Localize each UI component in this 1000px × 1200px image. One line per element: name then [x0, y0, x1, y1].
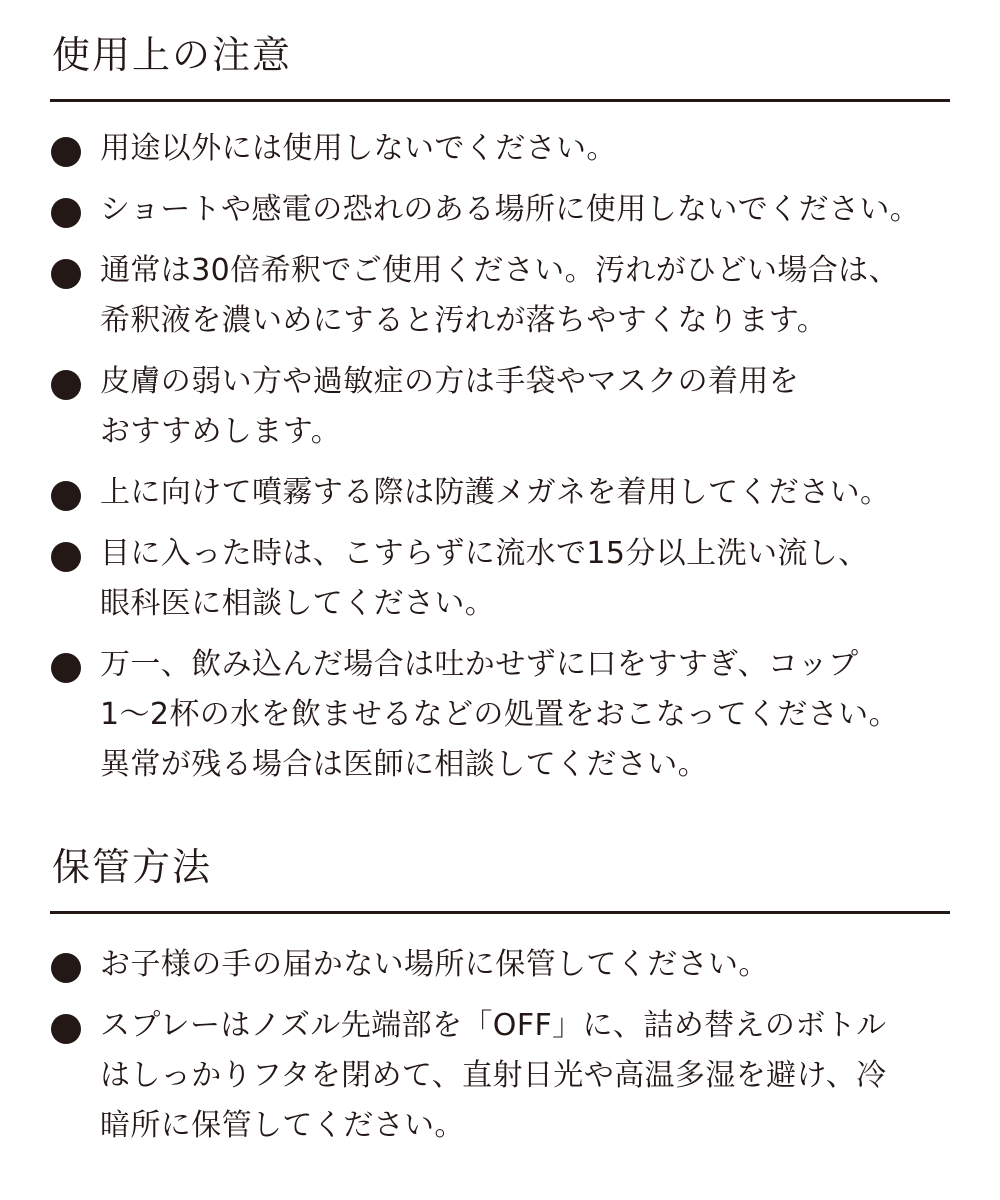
section-divider	[50, 99, 950, 102]
bullet-icon	[51, 953, 81, 983]
bullet-icon	[51, 481, 81, 511]
item-text: 通常は30倍希釈でご使用ください。汚れがひどい場合は、	[100, 253, 899, 288]
section-title: 保管方法	[52, 845, 213, 889]
list-item	[50, 468, 950, 518]
item-text: 目に入った時は、こすらずに流水で15分以上洗い流し、	[100, 536, 869, 571]
bullet-icon	[51, 1014, 81, 1044]
item-text: 異常が残る場合は医師に相談してください。	[100, 747, 708, 782]
bullet-icon	[51, 259, 81, 289]
item-text: はしっかりフタを閉めて、直射日光や高温多湿を避け、冷	[100, 1058, 887, 1093]
item-text: 眼科医に相談してください。	[100, 586, 496, 621]
bullet-icon	[51, 542, 81, 572]
item-text: お子様の手の届かない場所に保管してください。	[100, 947, 769, 982]
item-text: 1〜2杯の水を飲ませるなどの処置をおこなってください。	[100, 697, 899, 732]
bullet-icon	[51, 370, 81, 400]
list-item	[50, 185, 950, 235]
section-title: 使用上の注意	[52, 33, 293, 77]
bullet-icon	[51, 198, 81, 228]
caution-list	[50, 124, 950, 790]
item-text: 万一、飲み込んだ場合は吐かせずに口をすすぎ、コップ	[100, 647, 859, 682]
list-item	[50, 940, 950, 990]
storage-section	[50, 840, 950, 1162]
caution-section	[50, 28, 950, 801]
item-text: 用途以外には使用しないでください。	[100, 131, 617, 166]
storage-list	[50, 940, 950, 1151]
item-text: 暗所に保管してください。	[100, 1108, 465, 1143]
list-item	[50, 124, 950, 174]
section-divider	[50, 911, 950, 914]
list-item	[50, 246, 950, 346]
item-text: おすすめします。	[100, 414, 342, 449]
list-item	[50, 1001, 950, 1151]
bullet-icon	[51, 653, 81, 683]
list-item	[50, 640, 950, 790]
bullet-icon	[51, 137, 81, 167]
list-item	[50, 357, 950, 457]
item-text: 希釈液を濃いめにすると汚れが落ちやすくなります。	[100, 303, 828, 338]
item-text: ショートや感電の恐れのある場所に使用しないでください。	[100, 192, 921, 227]
item-text: 皮膚の弱い方や過敏症の方は手袋やマスクの着用を	[100, 364, 800, 399]
list-item	[50, 529, 950, 629]
item-text: 上に向けて噴霧する際は防護メガネを着用してください。	[100, 475, 891, 510]
item-text: スプレーはノズル先端部を「OFF」に、詰め替えのボトル	[100, 1008, 887, 1043]
